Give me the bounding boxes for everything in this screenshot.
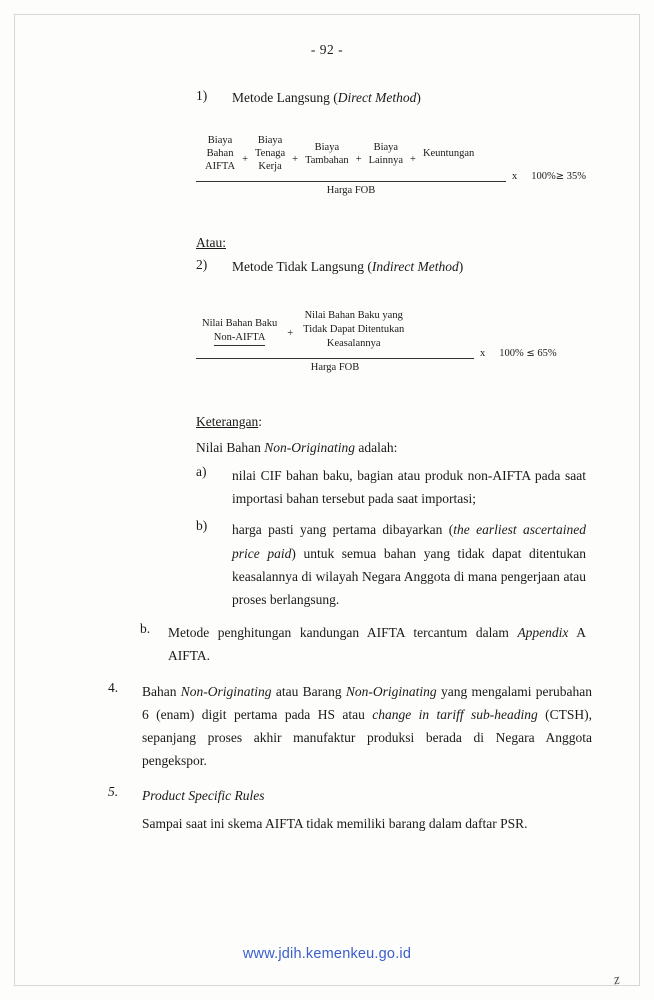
- list-marker: 5.: [108, 784, 119, 800]
- method-2-label-plain: Metode Tidak Langsung (: [232, 258, 372, 274]
- formula-2-operator: +: [287, 328, 294, 340]
- item-4-part-1: Bahan: [142, 683, 181, 699]
- item-b-italic: Appendix: [517, 625, 569, 641]
- formula-2-comparator: ≤: [526, 347, 535, 359]
- item-4-text: [142, 680, 592, 773]
- formula-1-operator: +: [292, 154, 299, 166]
- formula-1-fraction-bar: [196, 181, 506, 182]
- formula-1-operator: +: [355, 154, 362, 166]
- keterangan-item-b-italic: the earliest ascertained price paid: [232, 522, 586, 561]
- term-line: Kerja: [258, 161, 282, 173]
- page-border-top: [14, 14, 640, 15]
- item-4-part-4: (CTSH), sepanjang proses akhir manufaktur produksi berada di Negara Anggota pengekspor.: [142, 706, 592, 769]
- page-border-bottom: [14, 985, 640, 986]
- formula-2-threshold: 65%: [537, 347, 557, 359]
- term-line: Biaya: [257, 135, 283, 147]
- formula-1-operator: +: [242, 154, 248, 166]
- keterangan-intro-part-2: adalah:: [355, 439, 398, 455]
- keterangan-heading: [196, 414, 654, 430]
- list-marker: a): [196, 463, 207, 479]
- list-item-b: [140, 621, 654, 667]
- keterangan-item-b-text: [232, 518, 586, 611]
- keterangan-item-b-part-1: harga pasti yang pertama dibayarkan (: [232, 522, 454, 538]
- formula-1-threshold: 35%: [566, 170, 587, 182]
- formula-1-percent: 100%: [531, 170, 556, 182]
- method-2-label-italic: Indirect Method: [371, 258, 459, 274]
- formula-1-term-5: [420, 147, 477, 160]
- method-2-label-close: ): [458, 258, 464, 274]
- page-number: - 92 -: [310, 42, 344, 57]
- list-marker: 1): [196, 88, 208, 103]
- list-marker: 4.: [108, 679, 119, 695]
- keterangan-heading-text: Keterangan: [196, 413, 259, 429]
- term-line: Tidak Dapat Ditentukan: [303, 324, 405, 336]
- item-b-text: [168, 621, 586, 667]
- atau-text: Atau:: [196, 234, 226, 250]
- keterangan-intro-part-1: Nilai Bahan: [196, 439, 265, 455]
- formula-1-comparator: ≥: [555, 170, 565, 182]
- item-4-part-2: atau Barang: [271, 683, 346, 699]
- term-line: Tenaga: [255, 148, 286, 160]
- formula-indirect-method: [196, 304, 616, 386]
- item-4-italic-3: change in tariff sub-heading: [372, 706, 538, 722]
- item-b-part-2: A AIFTA.: [168, 625, 586, 664]
- formula-1-term-1: [202, 134, 238, 173]
- keterangan-intro-italic: Non-Originating: [264, 439, 355, 455]
- item-4-part-3: yang mengalami perubahan 6 (enam) digit pertama pada HS atau: [142, 683, 592, 722]
- formula-1-term-2: [252, 134, 288, 173]
- keterangan-heading-colon: :: [258, 413, 262, 429]
- formula-2-term-left: [202, 317, 277, 346]
- term-line: Nilai Bahan Baku: [202, 318, 278, 330]
- atau-label: [196, 235, 654, 251]
- list-item-method-2: [196, 257, 654, 278]
- formula-1-multiplier: x: [512, 170, 518, 182]
- term-line: Lainnya: [368, 154, 404, 166]
- list-marker: b): [196, 518, 208, 534]
- method-1-label-close: ): [416, 90, 421, 105]
- keterangan-item-b-part-2: ) untuk semua bahan yang tidak dapat ditentukan keasalannya di wilayah Negara Anggota di mana pengerjaan atau proses berlangsung.: [232, 545, 586, 607]
- formula-direct-method: [196, 131, 616, 209]
- term-line: Biaya: [314, 141, 340, 153]
- formula-2-result: [480, 348, 557, 359]
- method-1-label-plain: Metode Langsung (: [232, 90, 338, 105]
- term-line: Nilai Bahan Baku yang: [304, 310, 403, 322]
- list-item-4: [108, 680, 654, 773]
- term-line: Keasalannya: [326, 337, 381, 349]
- formula-2-percent: 100%: [499, 347, 524, 359]
- list-item-5: [108, 784, 654, 834]
- term-line: Tambahan: [305, 154, 349, 166]
- formula-1-term-4: [366, 141, 406, 167]
- item-5-heading: Product Specific Rules: [142, 788, 265, 804]
- method-1-label-italic: Direct Method: [337, 90, 417, 105]
- keterangan-intro: [196, 440, 654, 456]
- keterangan-item-a: [196, 464, 654, 510]
- formula-1-operator: +: [410, 154, 416, 166]
- item-b-part-1: Metode penghitungan kandungan AIFTA tercantum dalam: [168, 625, 518, 641]
- formula-2-fraction-bar: [196, 358, 474, 359]
- formula-1-result: [512, 171, 586, 182]
- term-line: Non-AIFTA: [214, 331, 266, 347]
- handwritten-mark: z: [613, 971, 622, 989]
- formula-1-term-3: [302, 141, 352, 167]
- item-5-paragraph: Sampai saat ini skema AIFTA tidak memiliki barang dalam daftar PSR.: [142, 815, 528, 831]
- document-content: [0, 78, 654, 835]
- formula-2-term-right: [303, 309, 404, 350]
- keterangan-item-a-text: nilai CIF bahan baku, bagian atau produk non-AIFTA pada saat importasi bahan tersebut pada saat importasi;: [232, 467, 586, 507]
- term-line: Biaya: [207, 135, 233, 147]
- list-marker: 2): [196, 256, 208, 272]
- method-2-label: [232, 257, 463, 278]
- term-line: Biaya: [373, 141, 399, 153]
- item-4-italic-2: Non-Originating: [345, 683, 437, 699]
- list-marker: b.: [140, 621, 151, 637]
- list-item-method-1: [196, 88, 654, 109]
- watermark-url: www.jdih.kemenkeu.go.id: [242, 946, 412, 962]
- term-line: Bahan: [206, 148, 234, 160]
- formula-1-denominator: Harga FOB: [326, 184, 376, 196]
- term-line: AIFTA: [205, 161, 236, 173]
- term-line: Keuntungan: [422, 148, 475, 160]
- item-5-body: [142, 784, 592, 834]
- formula-2-denominator: Harga FOB: [310, 361, 360, 373]
- item-4-italic-1: Non-Originating: [180, 683, 272, 699]
- method-1-label: [232, 88, 421, 109]
- formula-2-multiplier: x: [480, 347, 486, 359]
- keterangan-item-b: [196, 518, 654, 611]
